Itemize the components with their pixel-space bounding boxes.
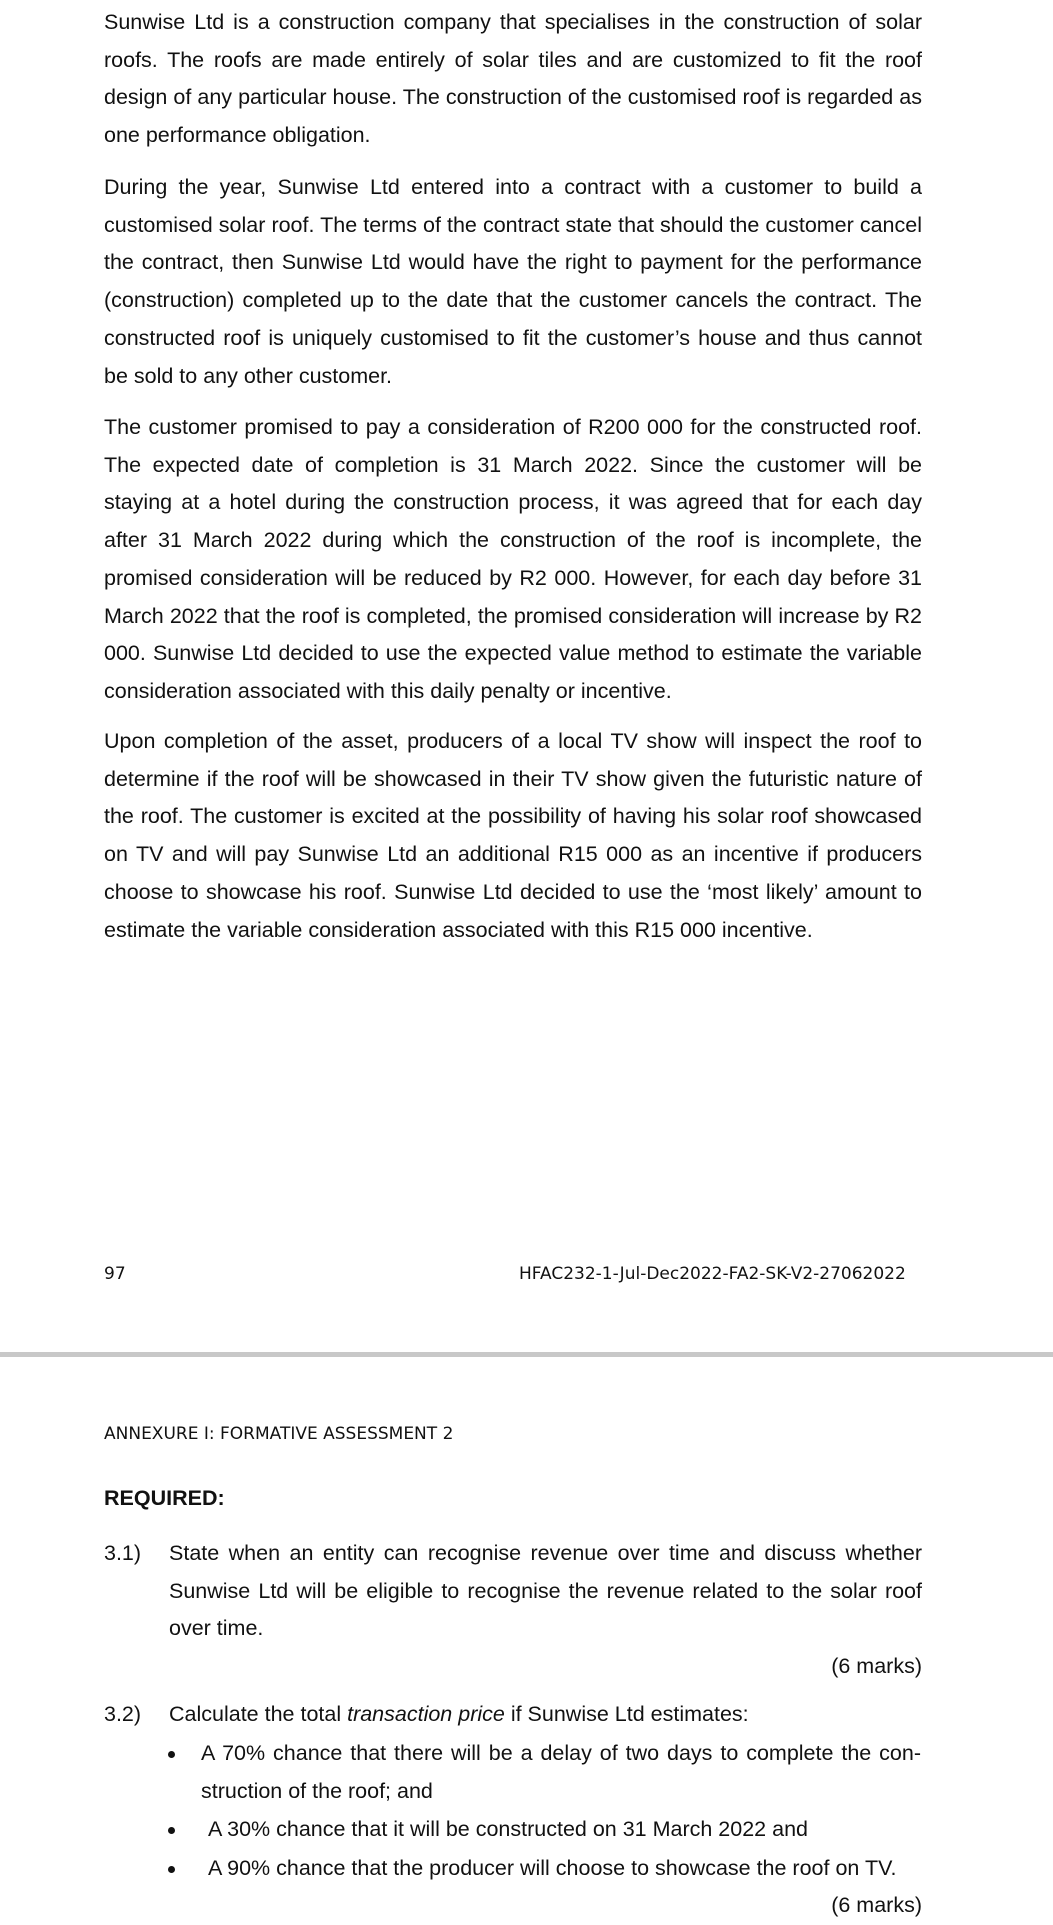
bullet-item-on-time: A 30% chance that it will be constructed on 31 March 2022 and — [208, 1817, 808, 1841]
document-code: HFAC232-1-Jul-Dec2022-FA2-SK-V2-27062022 — [519, 1264, 906, 1284]
transaction-price-term: transaction price — [347, 1702, 505, 1726]
question-3-2-text-before: Calculate the total — [169, 1702, 348, 1726]
paragraph-consideration: The customer promised to pay a consideration of R200 000 for the constructed roof. The expected date of completion is 31 March 2022. Since the customer will be staying at a hotel during the construction process, it was agreed that for each day after 31 March 2022 during which the construction of the roof is incomplete, the promised consideration will be reduced by R2 000. However, for each day before 31 March 2022 that the roof is completed, the promised consideration will increase by R2 000. Sunwise Ltd decided to use the expected value method to estimate the variable consideration associated with this daily penalty or incentive. — [104, 415, 922, 703]
bullet-item-delay: A 70% chance that there will be a delay of two days to complete the con-struction of the roof; and — [201, 1741, 921, 1803]
bullet-dot-icon — [168, 1866, 175, 1873]
page-number: 97 — [104, 1264, 126, 1284]
question-3-2-text — [169, 1696, 922, 1734]
question-3-1-number: 3.1) — [104, 1541, 142, 1565]
paragraph-tv-incentive: Upon completion of the asset, producers of a local TV show will inspect the roof to determine if the roof will be showcased in their TV show given the futuristic nature of the roof. The customer is excited at the possibility of having his solar roof showcased on TV and will pay Sunwise Ltd an additional R15 000 as an incentive if producers choose to showcase his roof. Sunwise Ltd decided to use the ‘most likely’ amount to estimate the variable consideration associated with this R15 000 incentive. — [104, 729, 922, 942]
annexure-header: ANNEXURE I: FORMATIVE ASSESSMENT 2 — [104, 1424, 454, 1444]
required-heading: REQUIRED: — [104, 1486, 225, 1510]
paragraph-company-intro: Sunwise Ltd is a construction company that specialises in the construction of solar roofs. The roofs are made entirely of solar tiles and are customized to fit the roof design of any particular house. The construction of the customised roof is regarded as one performance obligation. — [104, 10, 922, 148]
question-3-2-number: 3.2) — [104, 1702, 142, 1726]
question-3-1-text: State when an entity can recognise revenue over time and discuss whether Sunwise Ltd will be eligible to recognise the revenue related to the solar roof over time. — [169, 1541, 922, 1641]
question-3-2-marks: (6 marks) — [831, 1893, 922, 1917]
paragraph-contract-terms: During the year, Sunwise Ltd entered into a contract with a customer to build a customised solar roof. The terms of the contract state that should the customer cancel the contract, then Sunwise Ltd would have the right to payment for the performance (construction) completed up to the date that the customer cancels the contract. The constructed roof is uniquely customised to fit the customer’s house and thus cannot be sold to any other customer. — [104, 175, 922, 388]
bullet-dot-icon — [168, 1751, 175, 1758]
page-separator — [0, 1352, 1053, 1357]
bullet-item-showcase: A 90% chance that the producer will choose to showcase the roof on TV. — [208, 1856, 897, 1880]
question-3-1-marks: (6 marks) — [831, 1654, 922, 1678]
question-3-2-text-after: if Sunwise Ltd estimates: — [504, 1702, 749, 1726]
bullet-dot-icon — [168, 1827, 175, 1834]
